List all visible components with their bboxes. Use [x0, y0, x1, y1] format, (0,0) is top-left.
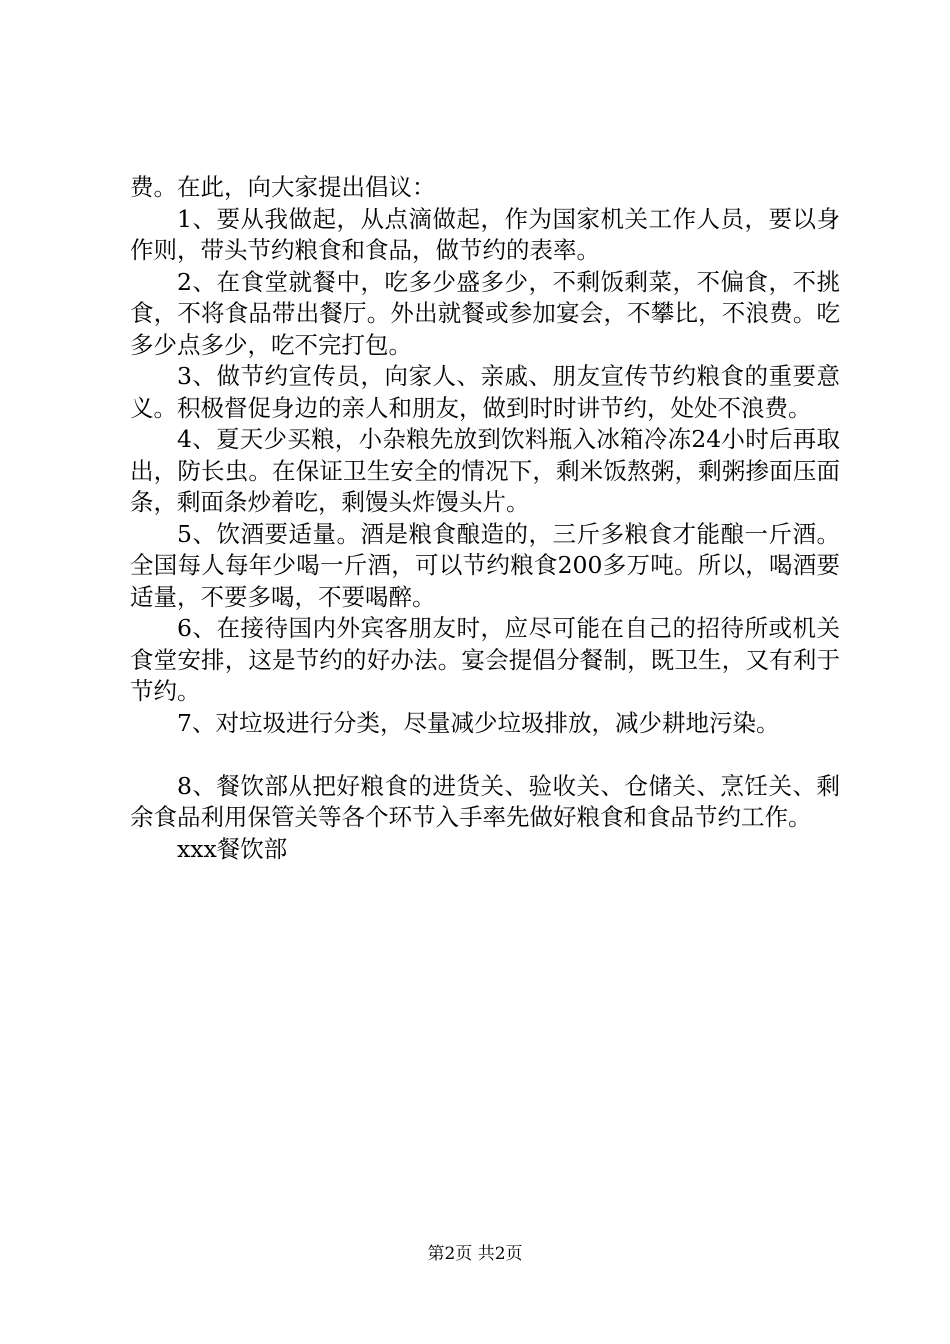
paragraph-item-5: 5、饮酒要适量。酒是粮食酿造的，三斤多粮食才能酿一斤酒。全国每人每年少喝一斤酒，可以节约粮食200多万吨。所以，喝酒要适量，不要多喝，不要喝醉。 — [130, 519, 840, 611]
paragraph-item-1: 1、要从我做起，从点滴做起，作为国家机关工作人员，要以身作则，带头节约粮食和食品，做节约的表率。 — [130, 204, 840, 264]
paragraph-item-6: 6、在接待国内外宾客朋友时，应尽可能在自己的招待所或机关食堂安排，这是节约的好办法。宴会提倡分餐制，既卫生，又有利于节约。 — [130, 614, 840, 705]
paragraph-item-7: 7、对垃圾进行分类，尽量减少垃圾排放，减少耕地污染。 — [177, 708, 780, 737]
document-body — [130, 172, 840, 865]
page-footer: 第2页 共2页 — [427, 1244, 523, 1264]
paragraph-item-8: 8、餐饮部从把好粮食的进货关、验收关、仓储关、烹饪关、剩余食品利用保管关等各个环节入手率先做好粮食和食品节约工作。 — [130, 771, 840, 831]
paragraph-intro: 费。在此，向大家提出倡议： — [130, 173, 436, 201]
paragraph-item-4: 4、夏天少买粮，小杂粮先放到饮料瓶入冰箱冷冻24小时后再取出，防长虫。在保证卫生安全的情况下，剩米饭熬粥，剩粥掺面压面条，剩面条炒着吃，剩馒头炸馒头片。 — [130, 425, 840, 516]
signature: xxx餐饮部 — [177, 834, 288, 863]
paragraph-spacer — [130, 739, 840, 771]
paragraph-item-3: 3、做节约宣传员，向家人、亲戚、朋友宣传节约粮食的重要意义。积极督促身边的亲人和朋友，做到时时讲节约，处处不浪费。 — [130, 362, 840, 422]
paragraph-item-2: 2、在食堂就餐中，吃多少盛多少，不剩饭剩菜，不偏食，不挑食，不将食品带出餐厅。外出就餐或参加宴会，不攀比，不浪费。吃多少点多少，吃不完打包。 — [130, 267, 840, 359]
